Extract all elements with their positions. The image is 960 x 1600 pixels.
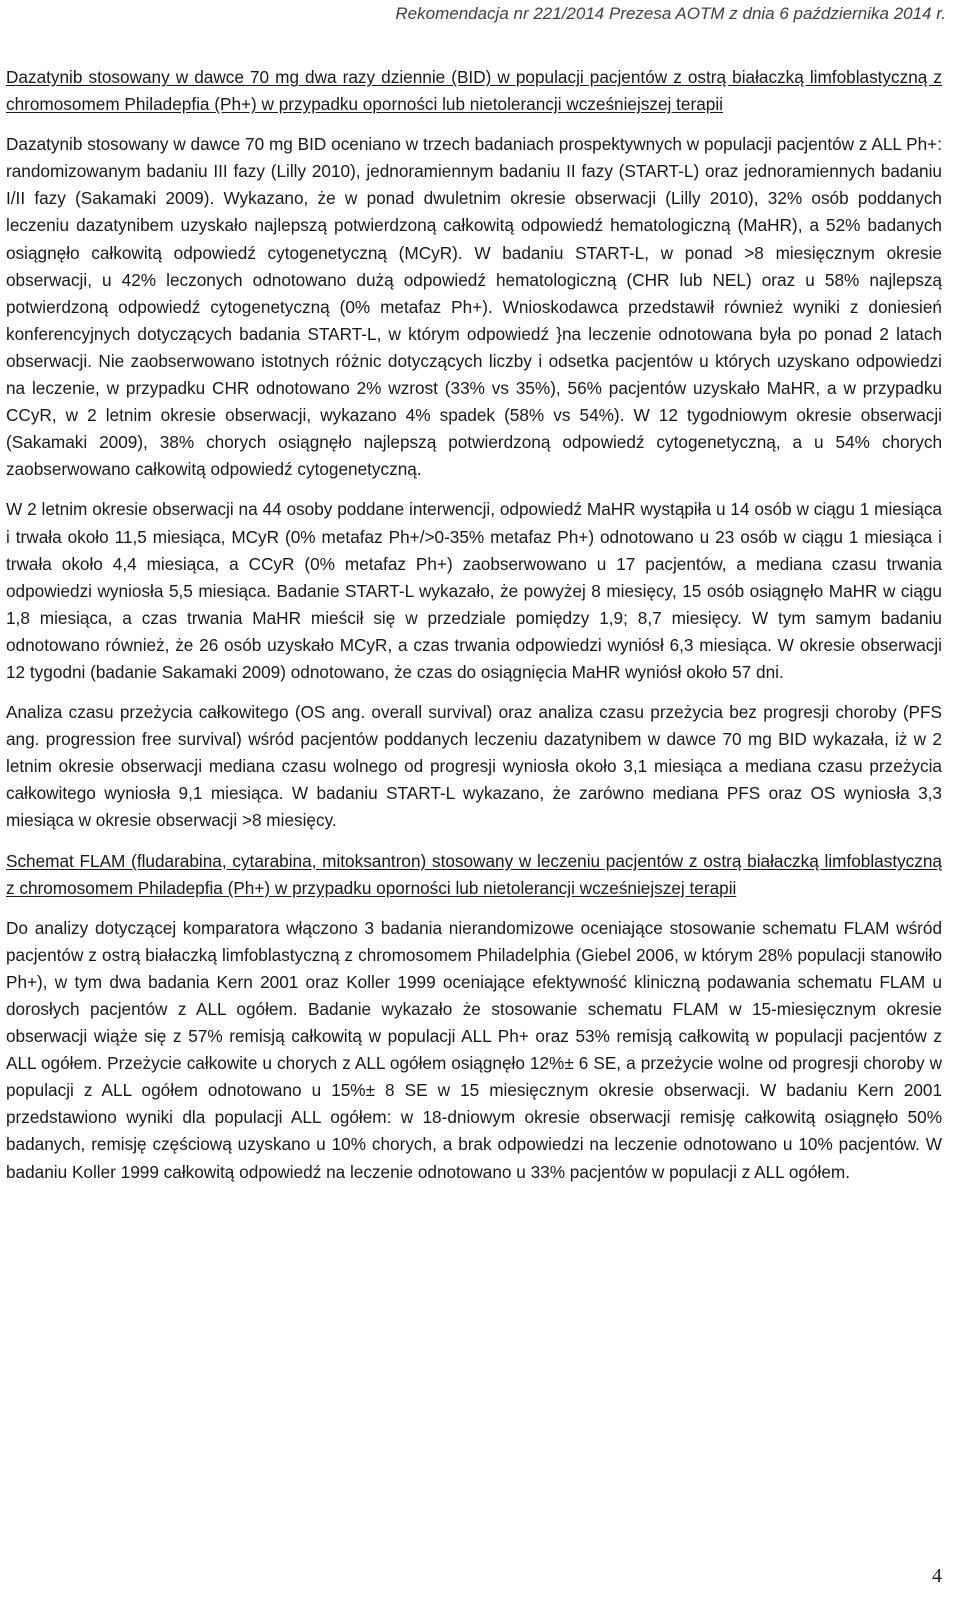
running-header: Rekomendacja nr 221/2014 Prezesa AOTM z dnia 6 października 2014 r.	[395, 4, 946, 23]
paragraph: Do analizy dotyczącej komparatora włączono 3 badania nierandomizowe oceniające stosowanie schematu FLAM wśród pacjentów z ostrą białaczką limfoblastyczną z chromosomem Philadelphia (Giebel 2006, w którym 28% populacji stanowiło Ph+), w tym dwa badania Kern 2001 oraz Koller 1999 oceniające efektywność kliniczną podawania schematu FLAM u dorosłych pacjentów z ALL ogółem. Badanie wykazało że stosowanie schematu FLAM w 15-miesięcznym okresie obserwacji wiąże się z 57% remisją całkowitą w populacji ALL Ph+ oraz 53% remisją całkowitą w populacji pacjentów z ALL ogółem. Przeżycie całkowite u chorych z ALL ogółem osiągnęło 12%± 6 SE, a przeżycie wolne od progresji choroby w populacji z ALL ogółem odnotowano u 15%± 8 SE w 15 miesięcznym okresie obserwacji. W badaniu Kern 2001 przedstawiono wyniki dla populacji ALL ogółem: w 18-dniowym okresie obserwacji remisję całkowitą osiągnęło 50% badanych, remisję częściową uzyskano u 10% chorych, a brak odpowiedzi na leczenie odnotowano u 10% pacjentów. W badaniu Koller 1999 całkowitą odpowiedź na leczenie odnotowano u 33% pacjentów w populacji z ALL ogółem.	[6, 917, 942, 1182]
paragraph: W 2 letnim okresie obserwacji na 44 osoby poddane interwencji, odpowiedź MaHR wystąpiła u 14 osób w ciągu 1 miesiąca i trwała około 11,5 miesiąca, MCyR (0% metafaz Ph+/>0-35% metafaz Ph+) odnotowano u 23 osób w ciągu 1 miesiąca i trwała około 4,4 miesiąca, a CCyR (0% metafaz Ph+) zaobserwowano u 17 pacjentów, a mediana czasu trwania odpowiedzi wyniosła 5,5 miesiąca. Badanie START-L wykazało, że powyżej 8 miesięcy, 15 osób osiągnęło MaHR w ciągu 1,8 miesiąca, a czas trwania MaHR mieścił się w przedziale pomiędzy 1,9; 8,7 miesięcy. W tym samym badaniu odnotowano również, że 26 osób uzyskało MCyR, a czas trwania odpowiedzi wyniósł 6,3 miesiąca. W okresie obserwacji 12 tygodni (badanie Sakamaki 2009) odnotowano, że czas do osiągnięcia MaHR wyniósł około 57 dni.	[6, 499, 942, 682]
document-body	[6, 64, 942, 1199]
section-title-dasatinib: Dazatynib stosowany w dawce 70 mg dwa razy dziennie (BID) w populacji pacjentów z ostrą białaczką limfoblastyczną z chromosomem Philadepfia (Ph+) w przypadku oporności lub nietolerancji wcześniejszej terapii	[6, 67, 942, 115]
page-number: 4	[932, 1565, 942, 1587]
paragraph: Analiza czasu przeżycia całkowitego (OS ang. overall survival) oraz analiza czasu przeżycia bez progresji choroby (PFS ang. progression free survival) wśród pacjentów poddanych leczeniu dazatynibem w dawce 70 mg BID wykazała, iż w 2 letnim okresie obserwacji mediana czasu wolnego od progresji wyniosła około 3,1 miesiąca a mediana czasu przeżycia całkowitego wyniosła 9,1 miesiąca. W badaniu START-L wykazano, że zarówno mediana PFS oraz OS wyniosła 3,3 miesiąca w okresie obserwacji >8 miesięcy.	[6, 702, 942, 831]
paragraph: Dazatynib stosowany w dawce 70 mg BID oceniano w trzech badaniach prospektywnych w populacji pacjentów z ALL Ph+: randomizowanym badaniu III fazy (Lilly 2010), jednoramiennym badaniu II fazy (START-L) oraz jednoramiennych badaniu I/II fazy (Sakamaki 2009). Wykazano, że w ponad dwuletnim okresie obserwacji (Lilly 2010), 32% osób poddanych leczeniu dazatynibem uzyskało najlepszą potwierdzoną całkowitą odpowiedź hematologiczną (MaHR), a 52% badanych osiągnęło całkowitą odpowiedź cytogenetyczną (MCyR). W badaniu START-L, w ponad >8 miesięcznym okresie obserwacji, u 42% leczonych odnotowano dużą odpowiedź hematologiczną (CHR lub NEL) oraz u 58% najlepszą potwierdzoną odpowiedź cytogenetyczną (0% metafaz Ph+). Wnioskodawca przedstawił również wyniki z doniesień konferencyjnych dotyczących badania START-L, w którym odpowiedź }na leczenie odnotowana była po ponad 2 latach obserwacji. Nie zaobserwowano istotnych różnic dotyczących liczby i odsetka pacjentów u których uzyskano odpowiedzi na leczenie, w przypadku CHR odnotowano 2% wzrost (33% vs 35%), 56% pacjentów uzyskało MaHR, a w przypadku CCyR, w 2 letnim okresie obserwacji, wykazano 4% spadek (58% vs 54%). W 12 tygodniowym okresie obserwacji (Sakamaki 2009), 38% chorych osiągnęło najlepszą potwierdzoną odpowiedź cytogenetyczną, a u 54% chorych zaobserwowano całkowitą odpowiedź cytogenetyczną.	[6, 134, 942, 480]
section-title-flam: Schemat FLAM (fludarabina, cytarabina, mitoksantron) stosowany w leczeniu pacjentów z ostrą białaczką limfoblastyczną z chromosomem Philadepfia (Ph+) w przypadku oporności lub nietolerancji wcześniejszej terapii	[6, 850, 942, 898]
